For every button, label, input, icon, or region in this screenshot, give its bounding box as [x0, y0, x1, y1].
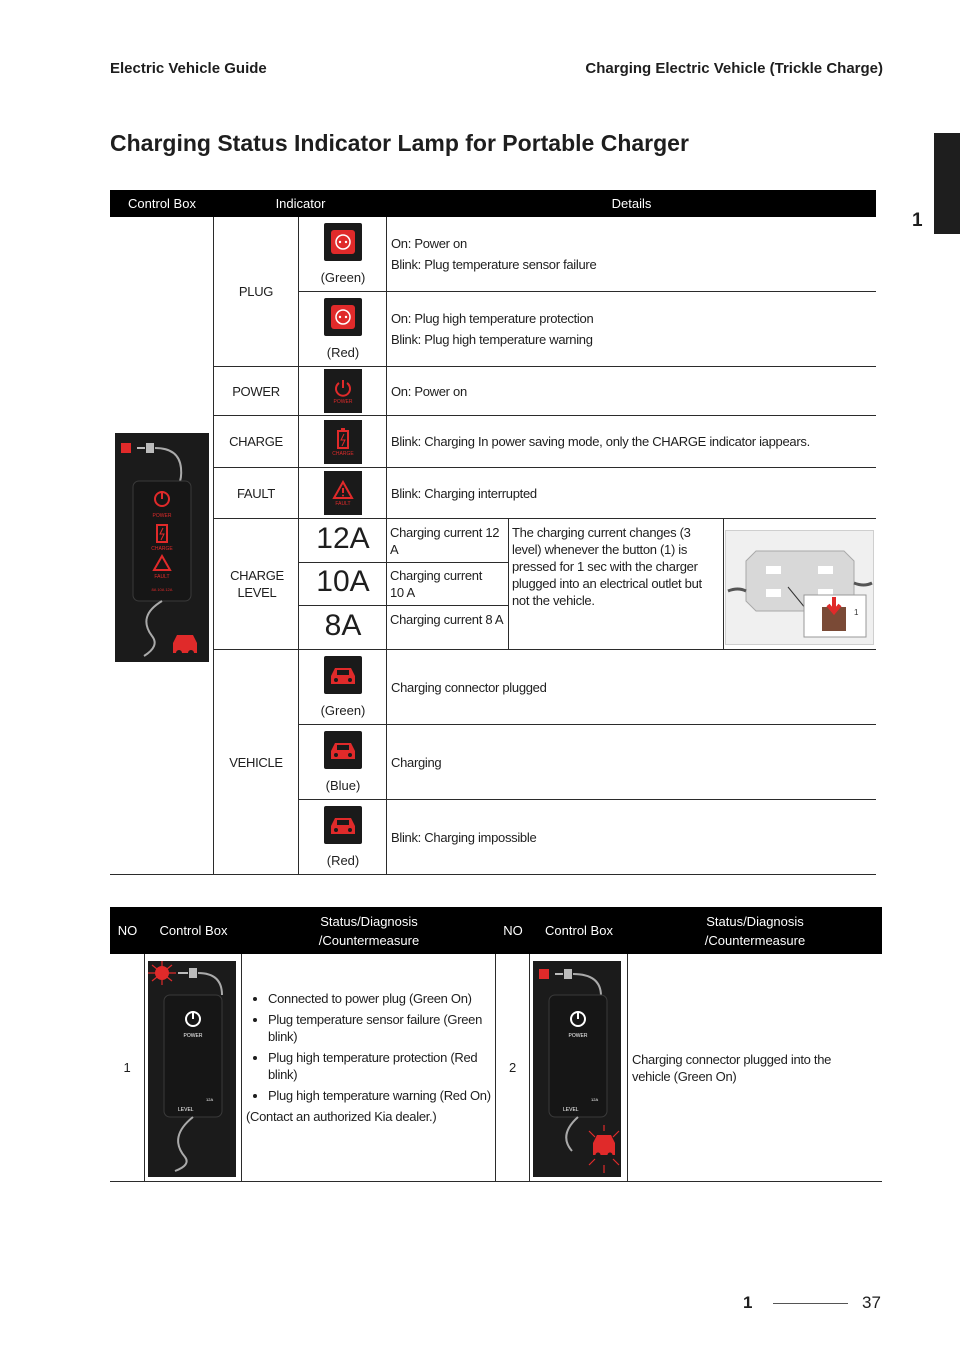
vehicle-green-caption: (Green)	[320, 703, 366, 718]
power-icon: POWER	[324, 369, 362, 413]
vehicle-blue-caption: (Blue)	[325, 778, 361, 793]
plug-green-caption: (Green)	[320, 270, 366, 285]
vehicle-blue-details: Charging	[391, 754, 442, 770]
header-status-2: Status/Diagnosis /Countermeasure	[628, 907, 882, 954]
charge-label: CHARGE	[229, 434, 283, 449]
plug-label: PLUG	[238, 284, 274, 299]
row1-device-power-label: POWER	[183, 1033, 203, 1039]
level-8a-desc: Charging current 8 A	[390, 612, 504, 627]
control-box-image	[115, 433, 209, 662]
row1-bullet: • Plug temperature sensor failure (Green blink)	[268, 1011, 491, 1045]
level-12a: 12A	[316, 522, 370, 555]
row2-device-level-label: LEVEL	[563, 1107, 579, 1113]
device-charge-label: CHARGE	[151, 546, 173, 552]
level-10a: 10A	[316, 565, 370, 598]
device-levels-label: 8A 10A 12A	[151, 587, 173, 592]
level-8a: 8A	[324, 609, 362, 642]
row1-bullet: • Connected to power plug (Green On)	[268, 990, 491, 1007]
plug-icon-green	[324, 223, 362, 261]
charge-level-note: The charging current changes (3 level) whenever the button (1) is pressed for 1 sec with the charger plugged into an electrical outlet but not the vehicle.	[512, 525, 702, 608]
header-no-2: NO	[496, 907, 530, 954]
vehicle-red-details: Blink: Charging impossible	[391, 829, 537, 845]
footer-rule	[773, 1303, 848, 1304]
level-12a-desc: Charging current 12 A	[390, 525, 500, 557]
plug-green-details: On: Power on Blink: Plug temperature sensor failure	[391, 236, 597, 272]
device-power-label: POWER	[152, 513, 172, 519]
row1-control-box-image	[148, 961, 236, 1177]
header-status-1: Status/Diagnosis /Countermeasure	[242, 907, 496, 954]
vehicle-icon-blue	[324, 731, 362, 769]
device-fault-label: FAULT	[154, 574, 170, 580]
row1-bullet: • Plug high temperature protection (Red blink)	[268, 1049, 491, 1083]
running-header-left: Electric Vehicle Guide	[110, 60, 267, 77]
row1-device-level-value: 12A	[206, 1097, 214, 1102]
row1-bullet: • Plug high temperature warning (Red On)	[268, 1087, 491, 1104]
header-control-box-2: Control Box	[530, 907, 628, 954]
header-details: Details	[387, 190, 876, 217]
power-label: POWER	[232, 383, 280, 399]
charger-button-photo	[725, 530, 874, 645]
vehicle-icon-green	[324, 656, 362, 694]
row2-control-box-image	[533, 961, 621, 1177]
row1-no: 1	[123, 1060, 131, 1075]
svg-text:1: 1	[854, 608, 859, 617]
vehicle-red-caption: (Red)	[326, 853, 360, 868]
page-title: Charging Status Indicator Lamp for Portable Charger	[110, 130, 689, 156]
row1-device-level-label: LEVEL	[178, 1107, 194, 1113]
row2-no: 2	[509, 1060, 516, 1075]
row1-status	[246, 988, 491, 1125]
power-details: On: Power on	[391, 383, 467, 399]
charge-details: Blink: Charging In power saving mode, only the CHARGE indicator iappears.	[391, 434, 810, 449]
row2-device-power-label: POWER	[568, 1033, 588, 1039]
section-tab-number: 1	[912, 210, 923, 231]
header-control-box-1: Control Box	[145, 907, 242, 954]
page-number: 37	[862, 1293, 881, 1312]
header-control-box: Control Box	[110, 190, 214, 217]
row2-device-level-value: 12A	[591, 1097, 599, 1102]
row1-note: (Contact an authorized Kia dealer.)	[246, 1109, 437, 1124]
vehicle-green-details: Charging connector plugged	[391, 679, 547, 695]
header-no-1: NO	[110, 907, 145, 954]
plug-red-details: On: Plug high temperature protection Blink: Plug high temperature warning	[391, 311, 594, 347]
vehicle-label: VEHICLE	[229, 754, 283, 770]
level-10a-desc: Charging current 10 A	[390, 568, 483, 600]
plug-icon-red	[324, 298, 362, 336]
charge-icon: CHARGE	[324, 420, 362, 464]
header-indicator: Indicator	[214, 190, 387, 217]
fault-icon: FAULT	[324, 471, 362, 515]
plug-red-caption: (Red)	[326, 345, 360, 360]
footer-section: 1	[743, 1293, 753, 1312]
fault-label: FAULT	[237, 485, 275, 501]
fault-details: Blink: Charging interrupted	[391, 485, 537, 501]
section-tab	[934, 133, 960, 234]
charge-level-label: CHARGE LEVEL	[230, 568, 284, 600]
running-header-right: Charging Electric Vehicle (Trickle Charge)	[585, 60, 883, 77]
vehicle-icon-red	[324, 806, 362, 844]
row2-status: Charging connector plugged into the vehicle (Green On)	[632, 1051, 832, 1084]
